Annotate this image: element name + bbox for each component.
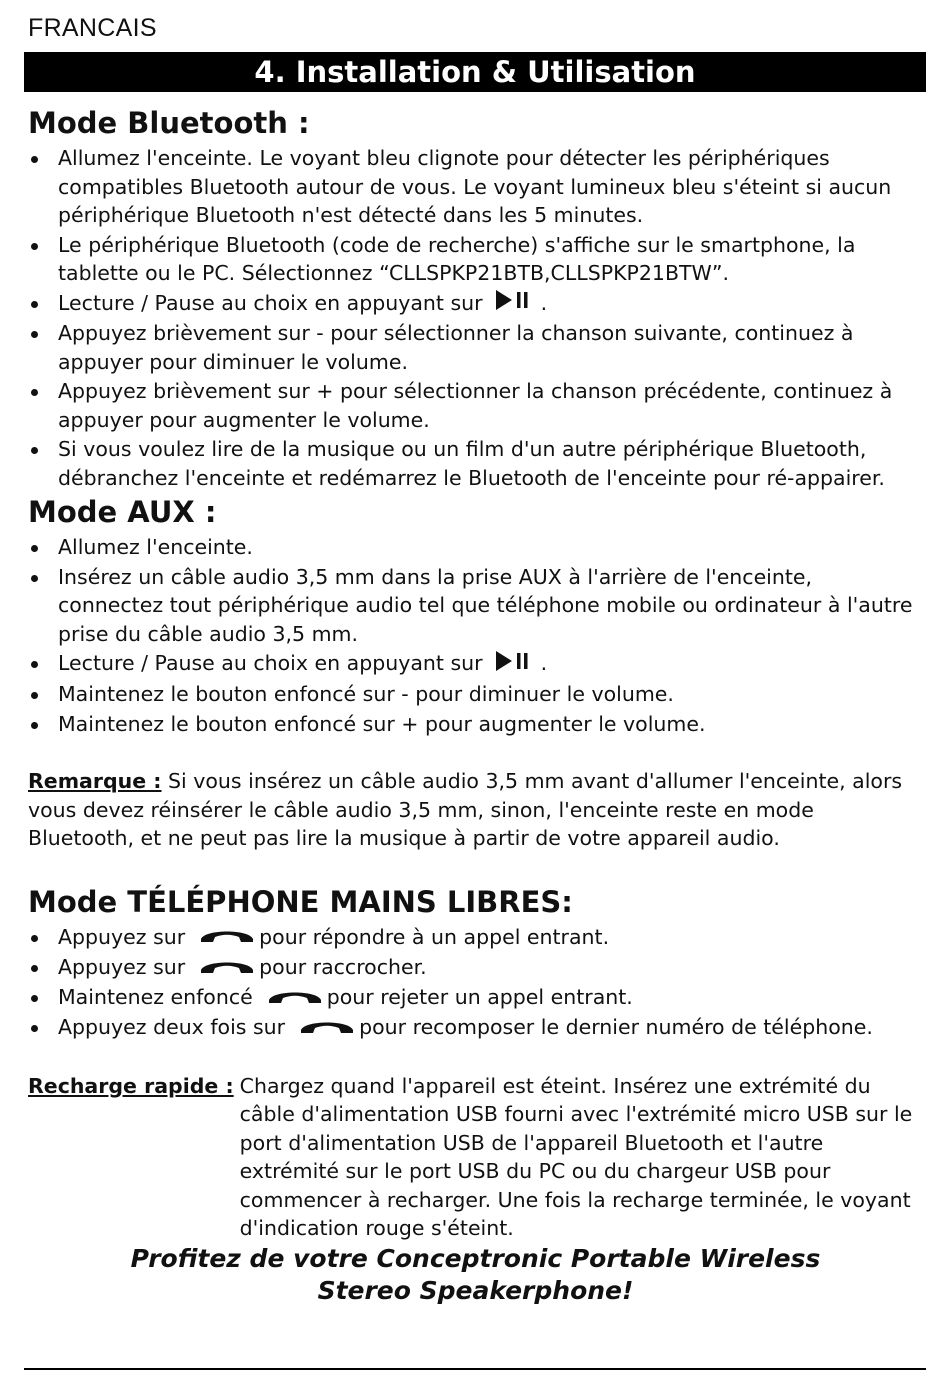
spacer [28,853,923,883]
list-item: Allumez l'enceinte. [28,533,923,562]
recharge-section [28,1072,923,1243]
list-item: Insérez un câble audio 3,5 mm dans la prise AUX à l'arrière de l'enceinte, connectez tout périphérique audio tel que téléphone mobile ou ordinateur à l'autre prise du câble audio 3,5 mm. [28,563,923,649]
bluetooth-list [28,144,923,492]
section-title: 4. Installation & Utilisation [24,52,926,92]
phone-handset-icon [267,984,323,1013]
page-content [28,104,923,1307]
closing-tagline: Profitez de votre Conceptronic Portable Wireless Stereo Speakerphone! [130,1243,821,1305]
phone-list [28,923,923,1043]
language-label: FRANCAIS [28,14,157,42]
play-pause-icon [495,650,533,680]
play-pause-icon [495,289,533,319]
phone-handset-icon [299,1014,355,1043]
list-item: Lecture / Pause au choix en appuyant sur . [28,649,923,679]
note-paragraph [28,767,923,853]
recharge-label: Recharge rapide : [28,1073,234,1098]
list-item: Maintenez le bouton enfoncé sur + pour augmenter le volume. [28,710,923,739]
list-item: Appuyez deux fois sur pour recomposer le dernier numéro de téléphone. [28,1013,923,1042]
list-item: Le périphérique Bluetooth (code de recherche) s'affiche sur le smartphone, la tablette ou le PC. Sélectionnez “CLLSPKP21BTB,CLLSPKP21BTW”. [28,231,923,288]
list-item: Appuyez brièvement sur + pour sélectionner la chanson précédente, continuez à appuyer pour augmenter le volume. [28,377,923,434]
recharge-text: Chargez quand l'appareil est éteint. Insérez une extrémité du câble d'alimentation USB fourni avec l'extrémité micro USB sur le port d'alimentation USB de l'appareil Bluetooth et l'autre extrémité sur le port USB du PC ou du chargeur USB pour commencer à recharger. Une fois la recharge terminée, le voyant d'indication rouge s'éteint. [239,1073,913,1240]
note-label: Remarque : [28,769,162,793]
spacer [28,739,923,767]
aux-list [28,533,923,738]
list-item: Appuyez sur pour raccrocher. [28,953,923,982]
aux-heading: Mode AUX : [28,495,217,530]
note-text: Si vous insérez un câble audio 3,5 mm avant d'allumer l'enceinte, alors vous devez réinsérer le câble audio 3,5 mm, sinon, l'enceinte reste en mode Bluetooth, et ne peut pas lire la musique à partir de votre appareil audio. [28,769,903,850]
list-item: Si vous voulez lire de la musique ou un film d'un autre périphérique Bluetooth, débranchez l'enceinte et redémarrez le Bluetooth de l'enceinte pour ré-appairer. [28,435,923,492]
bluetooth-heading: Mode Bluetooth : [28,106,310,140]
list-item: Allumez l'enceinte. Le voyant bleu clignote pour détecter les périphériques compatibles Bluetooth autour de vous. Le voyant lumineux bleu s'éteint si aucun périphérique Bluetooth n'est détecté dans les 5 minutes. [28,144,923,230]
spacer [28,1044,923,1072]
list-item: Maintenez enfoncé pour rejeter un appel entrant. [28,983,923,1012]
phone-heading: Mode TÉLÉPHONE MAINS LIBRES: [28,884,573,919]
bottom-divider [24,1368,926,1370]
list-item: Maintenez le bouton enfoncé sur - pour diminuer le volume. [28,680,923,709]
phone-handset-icon [199,923,255,952]
list-item: Lecture / Pause au choix en appuyant sur . [28,289,923,319]
list-item: Appuyez sur pour répondre à un appel entrant. [28,923,923,952]
phone-handset-icon [199,954,255,983]
list-item: Appuyez brièvement sur - pour sélectionner la chanson suivante, continuez à appuyer pour diminuer le volume. [28,319,923,376]
